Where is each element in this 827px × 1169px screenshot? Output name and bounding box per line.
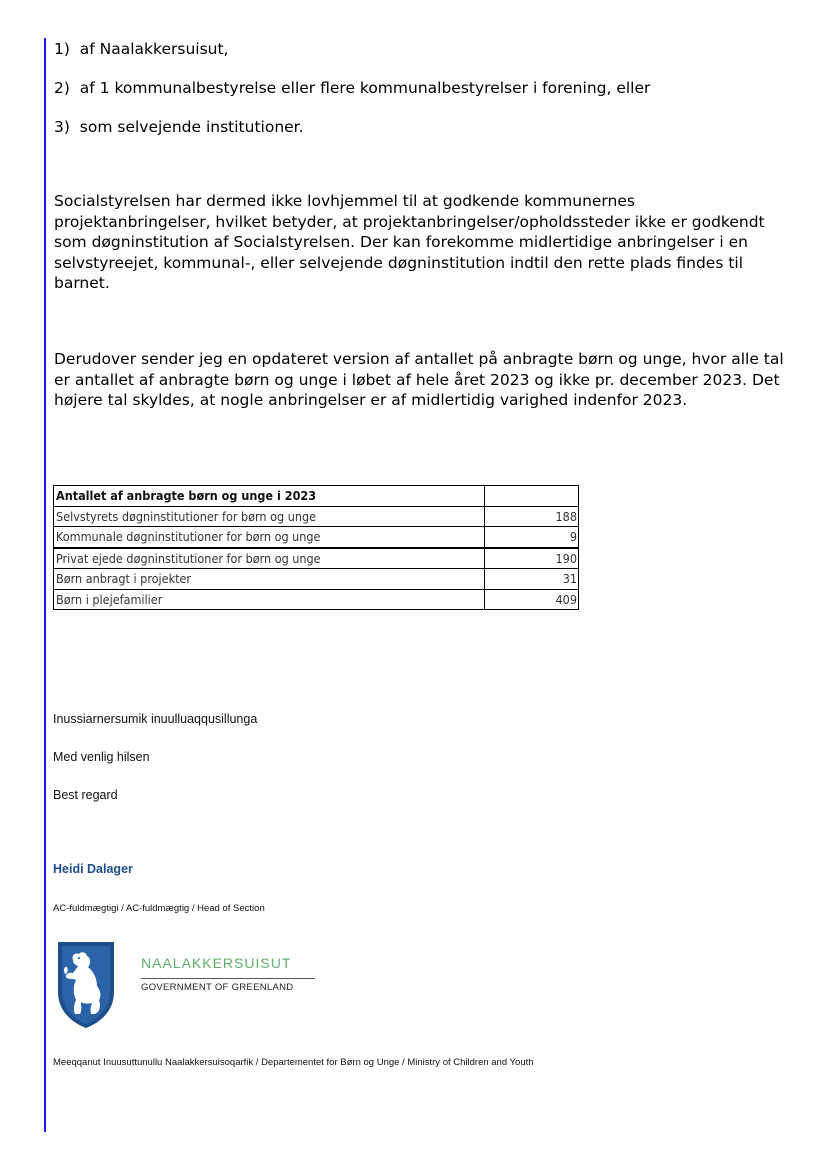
polar-bear-shield-icon xyxy=(55,940,117,1030)
org-subtitle: GOVERNMENT OF GREENLAND xyxy=(141,982,294,993)
placement-table xyxy=(53,485,579,610)
signature-name: Heidi Dalager xyxy=(53,862,133,876)
table-row: Børn anbragt i projekter 31 xyxy=(54,569,579,590)
list-item-1: 1) af Naalakkersuisut, xyxy=(54,40,229,58)
table-row: Børn i plejefamilier 409 xyxy=(54,589,579,610)
table-header-empty xyxy=(485,486,579,507)
table-row: Kommunale døgninstitutioner for børn og unge 9 xyxy=(54,527,579,548)
org-divider xyxy=(141,978,315,979)
table-row: Privat ejede døgninstitutioner for børn og unge 190 xyxy=(54,548,579,569)
paragraph-update: Derudover sender jeg en opdateret version af antallet på anbragte børn og unge, hvor alle tal er antallet af anbragte børn og unge i løbet af hele året 2023 og ikke pr. december 2023. Det højere tal skyldes, at nogle anbringelser er af midlertidig varighed indenfor 2023. xyxy=(54,350,784,409)
table-header: Antallet af anbragte børn og unge i 2023 xyxy=(54,486,485,507)
signature-title: AC-fuldmægtigi / AC-fuldmægtig / Head of Section xyxy=(53,903,265,914)
department-line: Meeqqanut Inuusuttunullu Naalakkersuisoqarfik / Departementet for Børn og Unge / Ministry of Children and Youth xyxy=(53,1057,534,1068)
table-row: Selvstyrets døgninstitutioner for børn og unge 188 xyxy=(54,506,579,527)
greeting-greenlandic: Inussiarnersumik inuulluaqqusillunga xyxy=(53,712,258,726)
greeting-english: Best regard xyxy=(53,788,118,802)
quote-bar xyxy=(44,38,46,1132)
table-header-row xyxy=(54,486,579,507)
greeting-danish: Med venlig hilsen xyxy=(53,750,150,764)
org-name: NAALAKKERSUISUT xyxy=(141,955,292,971)
list-item-2: 2) af 1 kommunalbestyrelse eller flere kommunalbestyrelser i forening, eller xyxy=(54,79,651,97)
paragraph-legal: Socialstyrelsen har dermed ikke lovhjemmel til at godkende kommunernes projektanbringelser, hvilket betyder, at projektanbringelser/opholdssteder ikke er godkendt som døgninstitution af Socialstyrelsen. Der kan forekomme midlertidige anbringelser i en selvstyreejet, kommunal-, eller selvejende døgninstitution indtil den rette plads findes til barnet. xyxy=(54,192,765,292)
list-item-3: 3) som selvejende institutioner. xyxy=(54,118,304,136)
